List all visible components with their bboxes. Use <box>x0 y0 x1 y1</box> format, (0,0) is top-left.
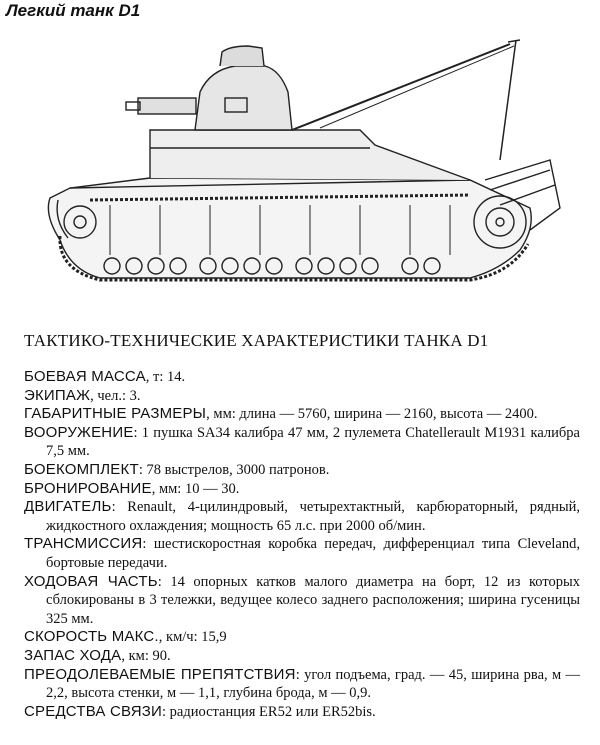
spec-crew <box>24 387 580 406</box>
specifications-heading: ТАКТИКО-ТЕХНИЧЕСКИЕ ХАРАКТЕРИСТИКИ ТАНКА D1 <box>24 331 489 350</box>
spec-value: : 1 пушка SA34 калибра 47 мм, 2 пулемета Chatellerault M1931 калибра 7,5 мм. <box>46 424 580 460</box>
spec-value: , т: 14. <box>145 369 186 385</box>
spec-label: СРЕДСТВА СВЯЗИ <box>24 702 162 720</box>
spec-engine <box>24 498 580 535</box>
spec-armor <box>24 480 580 499</box>
spec-max-speed <box>24 628 580 647</box>
spec-label: ТРАНСМИССИЯ <box>24 535 143 553</box>
spec-transmission <box>24 535 580 572</box>
spec-value: : радиостанция ER52 или ER52bis. <box>162 703 376 720</box>
spec-value: : Renault, 4-цилиндровый, четырехтактный, карбюраторный, рядный, жидкостного охлаждения; мощность 65 л.с. при 2000 об/мин. <box>46 499 580 534</box>
spec-value: , км/ч: 15,9 <box>158 629 227 646</box>
spec-value: : 78 выстрелов, 3000 патронов. <box>138 461 330 478</box>
spec-value: : шестискоростная коробка передач, дифференциал типа Cleveland, бортовые передачи. <box>46 536 580 571</box>
spec-armament <box>24 424 580 461</box>
spec-label: ДВИГАТЕЛЬ <box>24 498 112 516</box>
spec-dimensions <box>24 405 580 424</box>
spec-label: БРОНИРОВАНИЕ <box>24 479 152 497</box>
spec-obstacles <box>24 666 580 703</box>
spec-value: : угол подъема, град. — 45, ширина рва, м — 2,2, высота стенки, м — 1,1, глубина брода, м — 0,9. <box>46 666 581 702</box>
spec-label: СКОРОСТЬ МАКС. <box>24 628 159 646</box>
spec-label: ХОДОВАЯ ЧАСТЬ <box>24 572 158 590</box>
spec-communications <box>24 703 580 722</box>
spec-ammunition <box>24 461 580 480</box>
spec-label: БОЕВАЯ МАССА <box>24 368 146 385</box>
spec-value: , мм: 10 — 30. <box>151 480 240 497</box>
spec-label: ВООРУЖЕНИЕ <box>24 423 134 441</box>
page-title: Легкий танк D1 <box>6 1 141 20</box>
spec-range <box>24 647 580 666</box>
specifications-list <box>24 368 580 721</box>
spec-value: , мм: длина — 5760, ширина — 2160, высота — 2400. <box>206 406 538 423</box>
spec-combat-weight <box>24 368 580 387</box>
spec-value: , км: 90. <box>121 647 171 664</box>
spec-label: БОЕКОМПЛЕКТ <box>24 460 139 478</box>
spec-running-gear <box>24 573 580 629</box>
spec-value: , чел.: 3. <box>90 387 141 404</box>
spec-label: ЭКИПАЖ <box>24 386 91 404</box>
spec-label: ЗАПАС ХОДА <box>24 646 122 664</box>
spec-label: ГАБАРИТНЫЕ РАЗМЕРЫ <box>24 405 207 423</box>
spec-value: : 14 опорных катков малого диаметра на борт, 12 из которых сблокированы в 3 тележки, ведущее колесо заднего расположения; ширина гусеницы 325 мм. <box>46 573 580 627</box>
tank-d1-side-view-drawing-icon <box>30 30 590 300</box>
spec-label: ПРЕОДОЛЕВАЕМЫЕ ПРЕПЯТСТВИЯ <box>24 665 296 683</box>
